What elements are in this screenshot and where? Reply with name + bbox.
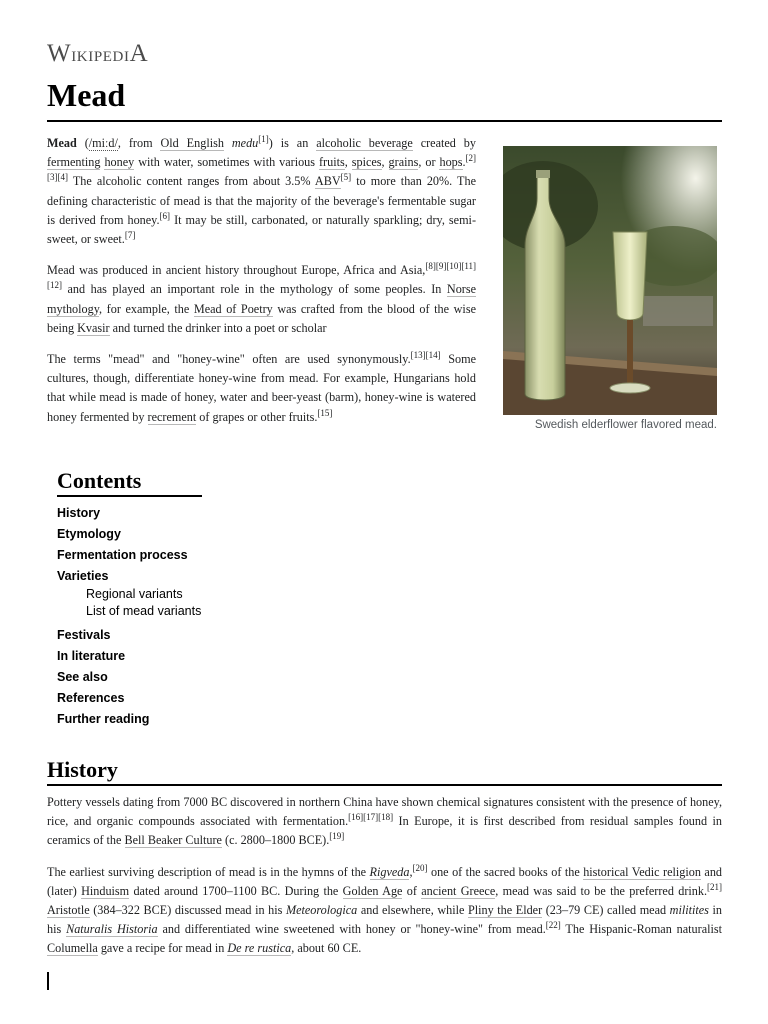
image-caption: Swedish elderflower flavored mead. [534,419,717,431]
link-rigveda[interactable] [370,865,410,880]
history-section [47,756,722,971]
infobox [503,146,717,431]
link-fruits[interactable]: fruits [318,155,345,170]
wordmark-first-letter: W [47,40,72,67]
rigveda-italic: Rigveda [369,864,410,879]
de-re-rustica-italic: De re rustica [227,941,292,956]
link-hops[interactable]: hops [439,155,463,170]
lead-section [47,134,476,439]
link-fermenting[interactable]: fermenting [47,155,101,170]
wordmark-last-letter: A [129,40,149,67]
ref-19[interactable]: [19] [329,831,345,842]
link-hinduism[interactable]: Hinduism [81,883,130,898]
link-old-english[interactable]: Old English [160,136,224,150]
link-historical-vedic-religion[interactable]: historical Vedic religion [583,864,701,879]
ref-7[interactable]: [7] [124,230,136,241]
toc-list [57,504,357,731]
toc-item-list-of-mead-variants[interactable]: List of mead variants [86,604,202,618]
toc-item-etymology[interactable]: Etymology [57,527,121,541]
word-medu: medu [231,136,259,150]
link-alcoholic-beverage[interactable]: alcoholic beverage [316,136,413,150]
link-pliny-the-elder[interactable]: Pliny the Elder [467,903,543,918]
history-paragraph-1: Pottery vessels dating from 7000 BC discovered in northern China have shown chemical signatures consistent with the presence of honey, rice, and organic compounds associated with fermentation.[16][17][18] In Europe, it is first described from residual samples found in ceramics of the Bell Beaker Culture (c. 2800–1800 BCE).[19] [47,795,722,848]
wikipedia-wordmark[interactable] [47,40,148,68]
ref-13-14[interactable]: [13][14] [410,350,441,361]
lead-paragraph-3: The terms "mead" and "honey-wine" often are used synonymously.[13][14] Some cultures, though, differentiate honey-wine from mead. For example, Hungarians hold that while mead is made of honey, water and beer-yeast (barm), honey-wine is watered honey fermented by recrement of grapes or other fruits.[15] [47,350,477,424]
link-columella[interactable]: Columella [47,941,98,956]
lead-paragraph-2: Mead was produced in ancient history throughout Europe, Africa and Asia,[8][9][10][11][12] and has played an important role in the mythology of some peoples. In Norse mythology, for example, the Mead of Poetry was crafted from the blood of the wise being Kvasir and turned the drinker into a poet or scholar [47,261,476,335]
link-naturalis-historia[interactable] [66,922,158,937]
link-golden-age[interactable]: Golden Age [342,883,403,898]
link-norse-mythology[interactable]: Norse mythology [47,282,476,316]
toc-item-festivals[interactable]: Festivals [57,628,111,642]
toc-item-fermentation-process[interactable]: Fermentation process [57,548,188,562]
link-kvasir[interactable]: Kvasir [77,320,110,335]
link-ancient-greece[interactable]: ancient Greece [421,883,496,898]
lead-paragraph-1: Mead (/miːd/, from Old English medu[1]) is an alcoholic beverage created by fermenting honey with water, sometimes with various fruits, spices, grains, or hops.[2][3][4] The alcoholic content ranges from about 3.5% ABV[5] to more than 20%. The defining characteristic of mead is that the majority of the beverage's fermentable sugar is derived from honey.[6] It may be still, carbonated, or naturally sparkling; dry, semi-sweet, or sweet.[7] [47,134,477,247]
table-of-contents [57,468,357,731]
ref-8-12[interactable]: [8][9][10][11][12] [47,261,476,291]
naturalis-italic: Naturalis Historia [66,922,158,937]
toc-item-see-also[interactable]: See also [57,670,108,684]
wordmark-middle: ikipedi [71,41,130,66]
toc-sublist-varieties [57,586,357,620]
ref-22[interactable]: [22] [545,920,561,931]
link-abv[interactable]: ABV [314,174,341,189]
ipa-pronunciation-link[interactable]: /miːd/ [88,136,118,150]
term-mead: Mead [47,136,77,150]
history-heading: History [47,756,722,786]
link-aristotle[interactable]: Aristotle [47,903,90,918]
toc-group-varieties [57,567,357,620]
link-honey[interactable]: honey [104,155,135,170]
militites-italic: militites [669,903,709,918]
toc-item-references[interactable]: References [57,691,125,705]
history-body [47,793,722,959]
ref-5[interactable]: [5] [340,172,352,183]
link-recrement[interactable]: recrement [147,409,197,424]
link-bell-beaker-culture[interactable]: Bell Beaker Culture [124,833,222,848]
link-spices[interactable]: spices [351,155,382,170]
toc-item-history[interactable]: History [57,506,101,520]
ref-16-18[interactable]: [16][17][18] [348,812,394,823]
ref-2-3-4[interactable]: [2][3][4] [47,153,477,183]
ref-15[interactable]: [15] [317,407,333,418]
ref-1[interactable]: [1] [258,134,269,144]
text-cursor [47,972,49,990]
ref-6[interactable]: [6] [159,210,171,221]
page-title: Mead [47,74,722,122]
ref-20[interactable]: [20] [412,862,428,873]
ref-21[interactable]: [21] [707,881,722,892]
toc-item-regional-variants[interactable]: Regional variants [86,587,183,601]
toc-item-further-reading[interactable]: Further reading [57,712,150,726]
history-paragraph-2: The earliest surviving description of mead is in the hymns of the Rigveda,[20] one of the sacred books of the historical Vedic religion and (later) Hinduism dated around 1700–1100 BC. During the Golden Age of ancient Greece, mead was said to be the preferred drink.[21] Aristotle (384–322 BCE) discussed mead in his Meteorologica and elsewhere, while Pliny the Elder (23–79 CE) called mead militites in his Naturalis Historia and differentiated wine sweetened with honey or "honey-wine" from mead.[22] The Hispanic-Roman naturalist Columella gave a recipe for mead in De re rustica, about 60 CE. [47,862,723,956]
meteorologica-italic: Meteorologica [285,903,358,918]
toc-title: Contents [57,468,202,497]
mead-photo[interactable] [503,146,717,415]
toc-item-varieties[interactable]: Varieties [57,569,109,583]
toc-item-in-literature[interactable]: In literature [57,649,126,663]
link-mead-of-poetry[interactable]: Mead of Poetry [193,301,273,316]
link-de-re-rustica[interactable] [227,941,291,956]
link-grains[interactable]: grains [388,155,419,170]
